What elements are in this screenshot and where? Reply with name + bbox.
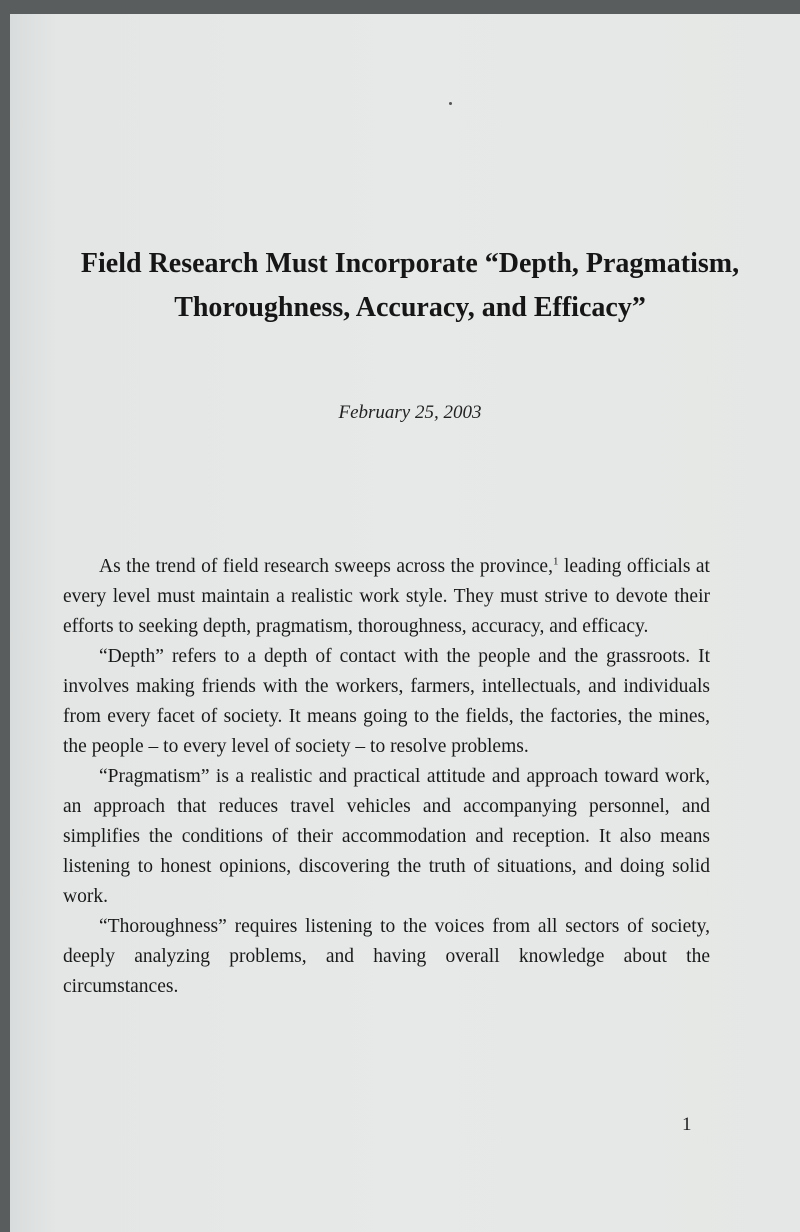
page-number: 1 [682, 1114, 692, 1135]
body-text [63, 552, 710, 1002]
chapter-date: February 25, 2003 [338, 402, 482, 423]
paragraph-text: As the trend of field research sweeps across the province, [99, 556, 553, 577]
paragraph-text-continued: leading officials at every level must maintain a realistic work style. They must strive to devote their efforts to seeking depth, pragmatism, thoroughness, accuracy, and efficacy. [63, 556, 710, 637]
book-page [10, 14, 800, 1232]
paragraph: “Depth” refers to a depth of contact with the people and the grassroots. It involves making friends with the workers, farmers, intellectuals, and individuals from every facet of society. It means going to the fields, the factories, the mines, the people – to every level of society – to resolve problems. [63, 646, 710, 757]
footnote-reference[interactable]: 1 [552, 555, 559, 568]
paragraph: “Pragmatism” is a realistic and practical attitude and approach toward work, an approach that reduces travel vehicles and accompanying personnel, and simplifies the conditions of their accommodation and reception. It also means listening to honest opinions, discovering the truth of situations, and doing solid work. [63, 766, 710, 907]
chapter-title: Field Research Must Incorporate “Depth, Pragmatism, Thoroughness, Accuracy, and Efficacy” [80, 248, 740, 323]
paragraph: “Thoroughness” requires listening to the voices from all sectors of society, deeply analyzing problems, and having overall knowledge about the circumstances. [63, 916, 710, 997]
ink-speck [449, 102, 452, 105]
show-through-text [70, 124, 730, 154]
paragraph [63, 552, 710, 642]
